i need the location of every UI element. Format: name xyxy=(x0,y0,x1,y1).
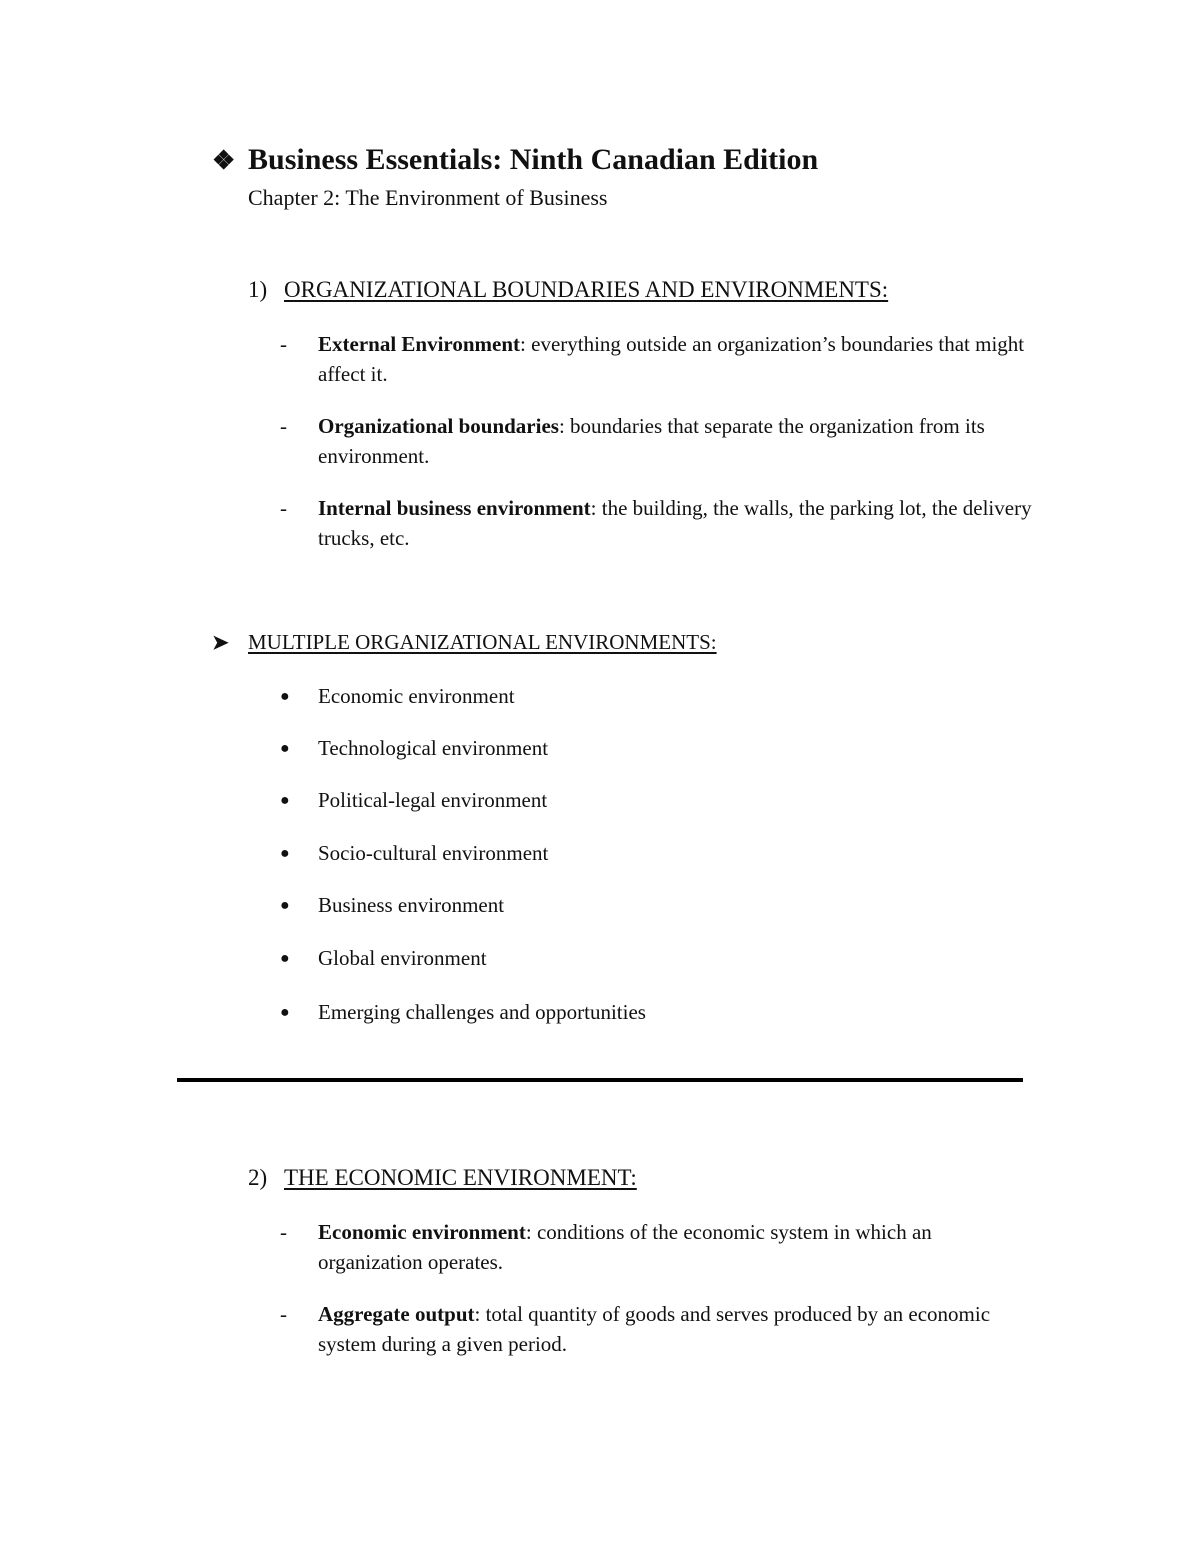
section-2-heading xyxy=(248,1163,637,1193)
bullet-dot-icon: ● xyxy=(280,1004,290,1021)
section-2-heading-text: THE ECONOMIC ENVIRONMENT: xyxy=(284,1165,637,1190)
definition-text: : the building, the walls, the parking lot, the delivery trucks, etc. xyxy=(318,496,1032,550)
bullet-dot-icon: ● xyxy=(280,897,290,914)
list-item-text: Socio-cultural environment xyxy=(318,841,549,865)
definition-item xyxy=(280,329,1040,389)
definition-text: : boundaries that separate the organization from its environment. xyxy=(318,414,985,468)
horizontal-divider xyxy=(177,1078,1023,1082)
list-item xyxy=(280,838,548,869)
list-item-text: Emerging challenges and opportunities xyxy=(318,1000,646,1024)
list-item xyxy=(280,785,547,816)
list-item-text: Business environment xyxy=(318,893,505,917)
dash-bullet: - xyxy=(280,1220,287,1244)
definition-item xyxy=(280,493,1040,553)
list-item-text: Economic environment xyxy=(318,684,515,708)
section-1-number: 1) xyxy=(248,277,268,302)
definition-term: External Environment xyxy=(318,332,521,356)
bullet-dot-icon: ● xyxy=(280,740,290,757)
definition-text: : everything outside an organization’s boundaries that might affect it. xyxy=(318,332,1025,386)
definition-item xyxy=(280,411,1040,471)
definition-item xyxy=(280,1217,1040,1277)
dash-bullet: - xyxy=(280,414,287,438)
bullet-dot-icon: ● xyxy=(280,688,290,705)
multiple-environments-heading-text: MULTIPLE ORGANIZATIONAL ENVIRONMENTS: xyxy=(248,630,717,654)
list-item xyxy=(280,681,515,712)
section-1-heading-text: ORGANIZATIONAL BOUNDARIES AND ENVIRONMENTS: xyxy=(284,277,889,302)
definition-term: Organizational boundaries xyxy=(318,414,559,438)
section-1-heading xyxy=(248,275,888,305)
document-title: Business Essentials: Ninth Canadian Edition xyxy=(248,143,819,176)
diamond-bullet-icon: ❖ xyxy=(212,146,236,175)
list-item-text: Technological environment xyxy=(318,736,549,760)
arrow-bullet-icon: ➤ xyxy=(212,632,229,654)
section-2-number: 2) xyxy=(248,1165,268,1190)
list-item xyxy=(280,997,646,1028)
chapter-subtitle: Chapter 2: The Environment of Business xyxy=(248,185,608,210)
bullet-dot-icon: ● xyxy=(280,792,290,809)
multiple-environments-heading xyxy=(212,627,717,658)
list-item-text: Global environment xyxy=(318,946,487,970)
list-item xyxy=(280,943,487,974)
bullet-dot-icon: ● xyxy=(280,845,290,862)
definition-term: Internal business environment xyxy=(318,496,591,520)
bullet-dot-icon: ● xyxy=(280,950,290,967)
definition-text: : conditions of the economic system in which an organization operates. xyxy=(318,1220,932,1274)
definition-term: Economic environment xyxy=(318,1220,526,1244)
definition-item xyxy=(280,1299,1040,1359)
document-title-row xyxy=(212,140,818,181)
definition-term: Aggregate output xyxy=(318,1302,475,1326)
list-item xyxy=(280,733,548,764)
dash-bullet: - xyxy=(280,496,287,520)
list-item xyxy=(280,890,504,921)
list-item-text: Political-legal environment xyxy=(318,788,548,812)
dash-bullet: - xyxy=(280,1302,287,1326)
definition-text: : total quantity of goods and serves produced by an economic system during a given period. xyxy=(318,1302,991,1356)
dash-bullet: - xyxy=(280,332,287,356)
